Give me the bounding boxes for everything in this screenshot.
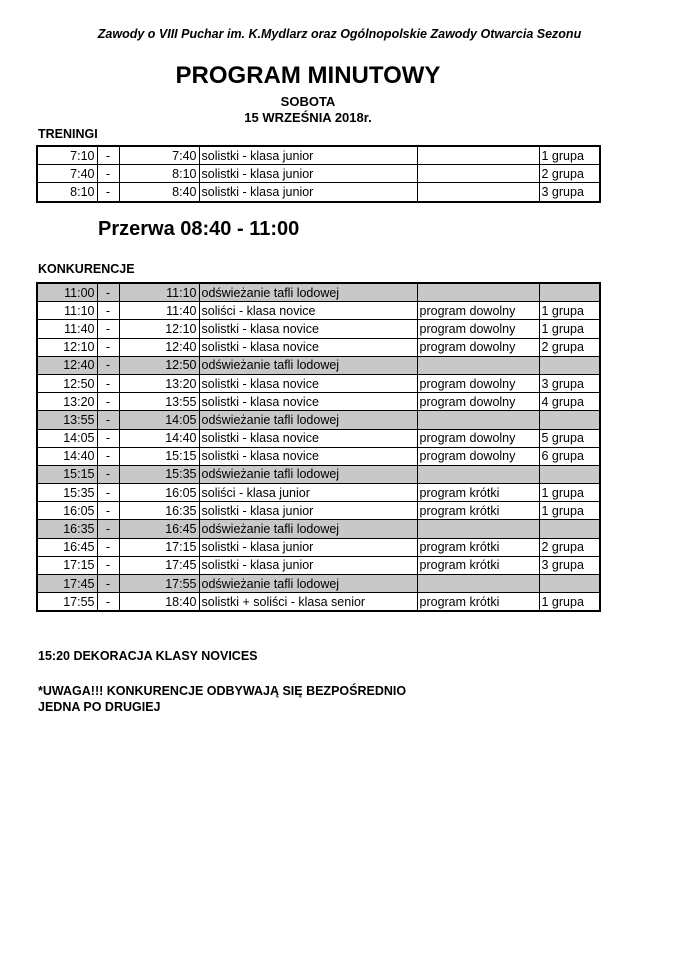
- program-cell: program dowolny: [417, 338, 539, 356]
- description-cell: solistki + soliści - klasa senior: [199, 593, 417, 612]
- start-time-cell: 8:10: [37, 183, 97, 202]
- group-cell: 3 grupa: [539, 556, 600, 574]
- description-cell: solistki - klasa novice: [199, 338, 417, 356]
- start-time-cell: 17:15: [37, 556, 97, 574]
- break-notice: Przerwa 08:40 - 11:00: [98, 218, 300, 240]
- table-row: [37, 465, 600, 483]
- description-cell: solistki - klasa novice: [199, 320, 417, 338]
- separator-cell: -: [97, 374, 119, 392]
- group-cell: [539, 411, 600, 429]
- program-cell: program krótki: [417, 502, 539, 520]
- separator-cell: -: [97, 429, 119, 447]
- end-time-cell: 8:10: [119, 165, 199, 183]
- description-cell: solistki - klasa junior: [199, 165, 417, 183]
- group-cell: 5 grupa: [539, 429, 600, 447]
- separator-cell: -: [97, 502, 119, 520]
- group-cell: 3 grupa: [539, 374, 600, 392]
- end-time-cell: 8:40: [119, 183, 199, 202]
- description-cell: soliści - klasa novice: [199, 302, 417, 320]
- group-cell: 1 grupa: [539, 484, 600, 502]
- table-row: [37, 520, 600, 538]
- end-time-cell: 17:55: [119, 575, 199, 593]
- table-row: [37, 538, 600, 556]
- start-time-cell: 11:40: [37, 320, 97, 338]
- table-row: [37, 183, 600, 202]
- program-cell: program dowolny: [417, 393, 539, 411]
- start-time-cell: 12:40: [37, 356, 97, 374]
- end-time-cell: 14:40: [119, 429, 199, 447]
- start-time-cell: 15:35: [37, 484, 97, 502]
- program-cell: [417, 465, 539, 483]
- end-time-cell: 16:45: [119, 520, 199, 538]
- trainings-section-label: TRENINGI: [38, 127, 98, 141]
- table-row: [37, 484, 600, 502]
- separator-cell: -: [97, 575, 119, 593]
- table-row: [37, 320, 600, 338]
- table-row: [37, 302, 600, 320]
- page-title: PROGRAM MINUTOWY: [175, 62, 441, 89]
- program-cell: program dowolny: [417, 374, 539, 392]
- end-time-cell: 7:40: [119, 146, 199, 165]
- table-row: [37, 411, 600, 429]
- description-cell: solistki - klasa novice: [199, 374, 417, 392]
- trainings-table-body: [37, 146, 600, 202]
- end-time-cell: 11:40: [119, 302, 199, 320]
- group-cell: 4 grupa: [539, 393, 600, 411]
- start-time-cell: 11:00: [37, 283, 97, 302]
- table-row: [37, 283, 600, 302]
- start-time-cell: 11:10: [37, 302, 97, 320]
- program-cell: program dowolny: [417, 429, 539, 447]
- decoration-note: 15:20 DEKORACJA KLASY NOVICES: [38, 649, 258, 663]
- program-cell: [417, 165, 539, 183]
- end-time-cell: 15:35: [119, 465, 199, 483]
- separator-cell: -: [97, 593, 119, 612]
- description-cell: solistki - klasa novice: [199, 447, 417, 465]
- start-time-cell: 16:45: [37, 538, 97, 556]
- group-cell: 2 grupa: [539, 338, 600, 356]
- start-time-cell: 7:40: [37, 165, 97, 183]
- group-cell: 2 grupa: [539, 538, 600, 556]
- separator-cell: -: [97, 183, 119, 202]
- program-cell: program krótki: [417, 593, 539, 612]
- separator-cell: -: [97, 302, 119, 320]
- group-cell: 1 grupa: [539, 302, 600, 320]
- start-time-cell: 13:20: [37, 393, 97, 411]
- start-time-cell: 17:55: [37, 593, 97, 612]
- group-cell: [539, 283, 600, 302]
- separator-cell: -: [97, 320, 119, 338]
- description-cell: solistki - klasa novice: [199, 429, 417, 447]
- program-cell: program dowolny: [417, 320, 539, 338]
- start-time-cell: 14:05: [37, 429, 97, 447]
- separator-cell: -: [97, 338, 119, 356]
- table-row: [37, 146, 600, 165]
- end-time-cell: 12:10: [119, 320, 199, 338]
- group-cell: [539, 575, 600, 593]
- competitions-section-label: KONKURENCJE: [38, 262, 135, 276]
- description-cell: odświeżanie tafli lodowej: [199, 356, 417, 374]
- separator-cell: -: [97, 146, 119, 165]
- start-time-cell: 16:05: [37, 502, 97, 520]
- description-cell: soliści - klasa junior: [199, 484, 417, 502]
- group-cell: [539, 465, 600, 483]
- group-cell: [539, 356, 600, 374]
- description-cell: solistki - klasa novice: [199, 393, 417, 411]
- end-time-cell: 14:05: [119, 411, 199, 429]
- end-time-cell: 15:15: [119, 447, 199, 465]
- description-cell: solistki - klasa junior: [199, 538, 417, 556]
- end-time-cell: 13:20: [119, 374, 199, 392]
- program-cell: program dowolny: [417, 302, 539, 320]
- start-time-cell: 12:10: [37, 338, 97, 356]
- separator-cell: -: [97, 484, 119, 502]
- table-row: [37, 447, 600, 465]
- table-row: [37, 338, 600, 356]
- day-label: SOBOTA: [280, 94, 336, 109]
- description-cell: odświeżanie tafli lodowej: [199, 520, 417, 538]
- description-cell: solistki - klasa junior: [199, 183, 417, 202]
- separator-cell: -: [97, 538, 119, 556]
- start-time-cell: 13:55: [37, 411, 97, 429]
- start-time-cell: 16:35: [37, 520, 97, 538]
- separator-cell: -: [97, 556, 119, 574]
- group-cell: 6 grupa: [539, 447, 600, 465]
- description-cell: odświeżanie tafli lodowej: [199, 465, 417, 483]
- group-cell: 1 grupa: [539, 146, 600, 165]
- trainings-table: [36, 145, 601, 203]
- group-cell: 3 grupa: [539, 183, 600, 202]
- table-row: [37, 165, 600, 183]
- start-time-cell: 15:15: [37, 465, 97, 483]
- end-time-cell: 17:45: [119, 556, 199, 574]
- program-cell: [417, 520, 539, 538]
- end-time-cell: 12:50: [119, 356, 199, 374]
- table-row: [37, 429, 600, 447]
- program-cell: program krótki: [417, 556, 539, 574]
- start-time-cell: 12:50: [37, 374, 97, 392]
- separator-cell: -: [97, 283, 119, 302]
- description-cell: solistki - klasa junior: [199, 556, 417, 574]
- competitions-table-body: [37, 283, 600, 611]
- separator-cell: -: [97, 411, 119, 429]
- end-time-cell: 12:40: [119, 338, 199, 356]
- description-cell: odświeżanie tafli lodowej: [199, 411, 417, 429]
- program-cell: [417, 146, 539, 165]
- group-cell: [539, 520, 600, 538]
- separator-cell: -: [97, 393, 119, 411]
- program-cell: [417, 411, 539, 429]
- program-cell: program krótki: [417, 538, 539, 556]
- end-time-cell: 17:15: [119, 538, 199, 556]
- program-cell: [417, 183, 539, 202]
- start-time-cell: 17:45: [37, 575, 97, 593]
- competitions-table: [36, 282, 601, 612]
- event-title: Zawody o VIII Puchar im. K.Mydlarz oraz Ogólnopolskie Zawody Otwarcia Sezonu: [97, 27, 582, 41]
- date-label: 15 WRZEŚNIA 2018r.: [244, 110, 372, 125]
- separator-cell: -: [97, 465, 119, 483]
- program-cell: program krótki: [417, 484, 539, 502]
- description-cell: solistki - klasa junior: [199, 146, 417, 165]
- separator-cell: -: [97, 356, 119, 374]
- start-time-cell: 14:40: [37, 447, 97, 465]
- separator-cell: -: [97, 447, 119, 465]
- program-cell: [417, 283, 539, 302]
- program-cell: program dowolny: [417, 447, 539, 465]
- end-time-cell: 16:35: [119, 502, 199, 520]
- end-time-cell: 11:10: [119, 283, 199, 302]
- end-time-cell: 13:55: [119, 393, 199, 411]
- warning-note-line-1: *UWAGA!!! KONKURENCJE ODBYWAJĄ SIĘ BEZPOŚREDNIO: [38, 684, 407, 698]
- table-row: [37, 556, 600, 574]
- group-cell: 1 grupa: [539, 593, 600, 612]
- separator-cell: -: [97, 165, 119, 183]
- group-cell: 1 grupa: [539, 320, 600, 338]
- table-row: [37, 393, 600, 411]
- start-time-cell: 7:10: [37, 146, 97, 165]
- table-row: [37, 502, 600, 520]
- end-time-cell: 16:05: [119, 484, 199, 502]
- separator-cell: -: [97, 520, 119, 538]
- group-cell: 1 grupa: [539, 502, 600, 520]
- table-row: [37, 356, 600, 374]
- program-cell: [417, 356, 539, 374]
- description-cell: odświeżanie tafli lodowej: [199, 575, 417, 593]
- group-cell: 2 grupa: [539, 165, 600, 183]
- warning-note-line-2: JEDNA PO DRUGIEJ: [38, 700, 161, 714]
- program-cell: [417, 575, 539, 593]
- description-cell: solistki - klasa junior: [199, 502, 417, 520]
- description-cell: odświeżanie tafli lodowej: [199, 283, 417, 302]
- end-time-cell: 18:40: [119, 593, 199, 612]
- table-row: [37, 374, 600, 392]
- table-row: [37, 575, 600, 593]
- table-row: [37, 593, 600, 612]
